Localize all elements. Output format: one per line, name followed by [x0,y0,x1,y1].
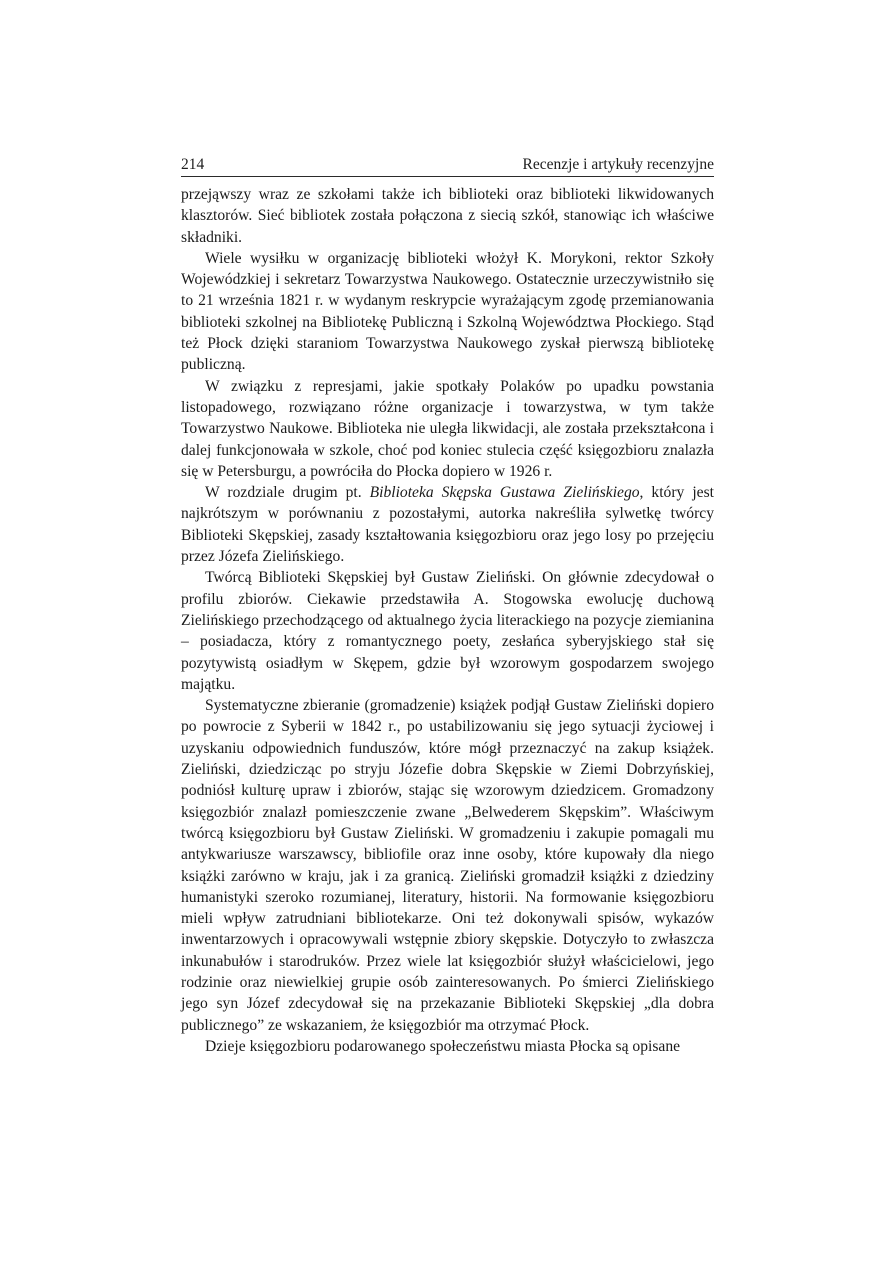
page-header [181,154,714,177]
paragraph: Systematyczne zbieranie (gromadzenie) książek podjął Gustaw Zieliński dopiero po powrocie z Syberii w 1842 r., po ustabilizowaniu się jego sytuacji życiowej i uzyskaniu odpowiednich funduszów, które mógł przeznaczyć na zakup książek. Zieliński, dziedzicząc po stryju Józefie dobra Skępskie w Ziemi Dobrzyńskiej, podniósł kulturę upraw i zbiorów, stając się wzorowym dziedzicem. Gromadzony księgozbiór znalazł pomieszczenie zwane „Belwederem Skępskim”. Właściwym twórcą księgozbioru był Gustaw Zieliński. W gromadzeniu i zakupie pomagali mu antykwariusze warszawscy, bibliofile oraz inne osoby, które kupowały dla niego książki zarówno w kraju, jak i za granicą. Zieliński gromadził książki z dziedziny humanistyki szeroko rozumianej, literatury, historii. Na formowanie księgozbioru mieli wpływ zatrudniani bibliotekarze. Oni też dokonywali spisów, wykazów inwentarzowych i opracowywali wstępnie zbiory skępskie. Dotyczyło to zwłaszcza inkunabułów i starodruków. Przez wiele lat księgozbiór służył właścicielowi, jego rodzinie oraz niewielkiej grupie osób zainteresowanych. Po śmierci Zielińskiego jego syn Józef zdecydował się na przekazanie Biblioteki Skępskiej „dla dobra publicznego” ze wskazaniem, że księgozbiór ma otrzymać Płock. [181,697,714,1034]
running-head: Recenzje i artykuły recenzyjne [522,156,714,173]
paragraph-chapter-two [181,482,714,567]
chapter-title: Biblioteka Skępska Gustawa Zielińskiego [369,484,640,502]
paragraph: Wiele wysiłku w organizację biblioteki włożył K. Morykoni, rektor Szkoły Wojewódzkiej i sekretarz Towarzystwa Naukowego. Ostatecznie urzeczywistniło się to 21 września 1821 r. w wydanym reskrypcie wyrażającym zgodę przemianowania biblioteki szkolnej na Bibliotekę Publiczną i Szkolną Województwa Płockiego. Stąd też Płock dzięki staraniom Towarzystwa Naukowego zyskał pierwszą bibliotekę publiczną. [181,249,714,374]
paragraph-text: , który jest najkrótszym w porównaniu z pozostałymi, autorka nakreśliła sylwetkę twórcy Biblioteki Skępskiej, zasady kształtowania księgozbioru oraz jego losy po przejęciu przez Józefa Zielińskiego. [181,484,714,566]
paragraph: Twórcą Biblioteki Skępskiej był Gustaw Zieliński. On głównie zdecydował o profilu zbiorów. Ciekawie przedstawiła A. Stogowska ewolucję duchową Zielińskiego przechodzącego od aktualnego życia literackiego na pozycje ziemianina – posiadacza, który z romantycznego poety, zesłańca syberyjskiego stał się pozytywistą osiadłym w Skępem, gdzie był wzorowym gospodarzem swojego majątku. [181,569,714,693]
body-text [181,184,714,1057]
paragraph-continued: przejąwszy wraz ze szkołami także ich biblioteki oraz biblioteki likwidowanych klasztorów. Sieć bibliotek została połączona z siecią szkół, stanowiąc ich właściwe składniki. [181,186,714,246]
paragraph-text: W rozdziale drugim pt. [205,484,370,502]
paragraph: W związku z represjami, jakie spotkały Polaków po upadku powstania listopadowego, rozwiązano różne organizacje i towarzystwa, w tym także Towarzystwo Naukowe. Biblioteka nie uległa likwidacji, ale została przekształcona i dalej funkcjonowała w szkole, choć pod koniec stulecia część księgozbioru znalazła się w Petersburgu, a powróciła do Płocka dopiero w 1926 r. [181,377,714,480]
page-number: 214 [181,156,205,173]
paragraph: Dzieje księgozbioru podarowanego społeczeństwu miasta Płocka są opisane [205,1037,681,1055]
